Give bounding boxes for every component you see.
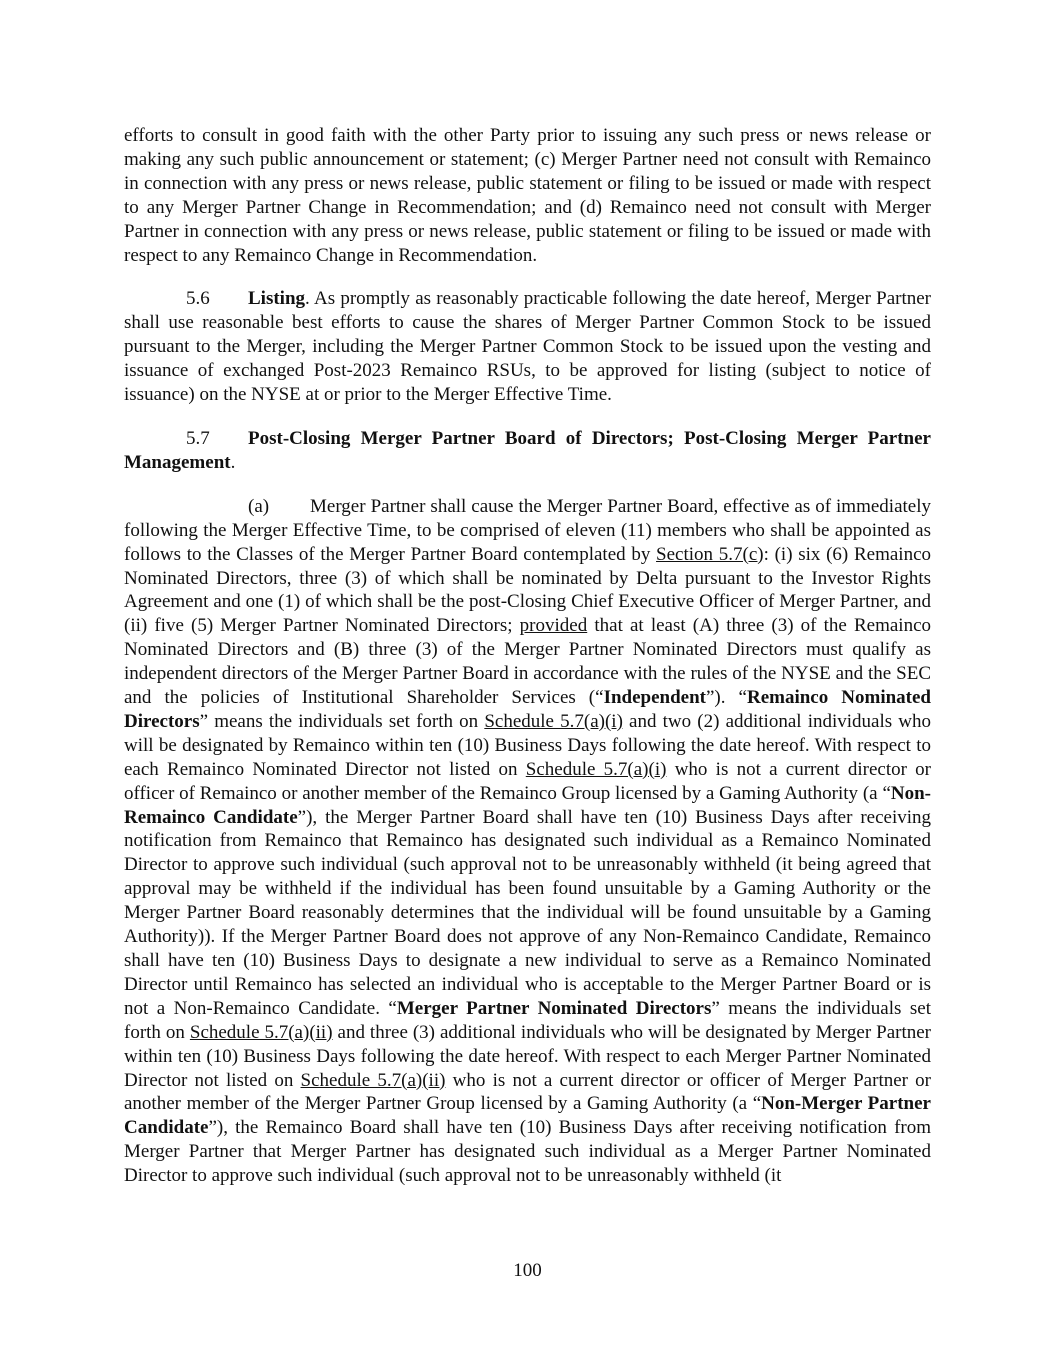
defined-term-remainco-nominated-directors: Remainco Nominated Directors: [124, 687, 932, 732]
page-number: 100: [513, 1260, 542, 1281]
schedule-reference: Schedule 5.7(a)(i): [525, 758, 667, 780]
section-number: 5.6: [186, 288, 210, 310]
schedule-reference: Schedule 5.7(a)(i): [484, 710, 623, 732]
paragraph-continued: efforts to consult in good faith with the other Party prior to issuing any such press or news release or making any such public announcement or statement; (c) Merger Partner need not consult with Remainco in connection with any press or news release, public statement or filing to be issued or made with respect to any Merger Partner Change in Recommendation; and (d) Remainco need not consult with Merger Partner in connection with any press or news release, public statement or filing to be issued or made with respect to any Remainco Change in Recommendation.: [124, 125, 931, 266]
defined-term-independent: Independent: [603, 687, 706, 709]
section-body: . As promptly as reasonably practicable following the date hereof, Merger Partner shall use reasonable best efforts to cause the shares of Merger Partner Common Stock to be issued pursuant to the Merger, including the Merger Partner Common Stock to be issued upon the vesting and issuance of exchanged Post-2023 Remainco RSUs, to be approved for listing (subject to notice of issuance) on the NYSE at or prior to the Merger Effective Time.: [124, 288, 931, 406]
schedule-reference: Schedule 5.7(a)(ii): [300, 1069, 446, 1091]
section-5-6: [124, 287, 931, 407]
document-body: [124, 124, 931, 1188]
section-5-7-heading: 5.7 Post-Closing Merger Partner Board of Directors; Post-Closing Merger Partner Management.: [124, 427, 931, 473]
defined-term-merger-partner-nominated-directors: Merger Partner Nominated Directors: [396, 997, 712, 1019]
section-number: 5.7: [186, 427, 210, 449]
subsection-label: (a): [248, 495, 270, 517]
defined-term-non-merger-partner-candidate: Non-Merger Partner Candidate: [124, 1093, 931, 1139]
schedule-reference: Schedule 5.7(a)(ii): [189, 1021, 333, 1043]
provided-term: provided: [519, 615, 588, 637]
section-reference: Section 5.7(c): [656, 543, 764, 565]
defined-term-non-remainco-candidate: Non-Remainco Candidate: [124, 782, 931, 828]
section-5-7-a: (a) Merger Partner shall cause the Merger Partner Board, effective as of immediately following the Merger Effective Time, to be comprised of eleven (11) members who shall be appointed as follows to the Classes of the Merger Partner Board contemplated by Section 5.7(c): (i) six (6) Remainco Nominated Directors, three (3) of which shall be nominated by Delta pursuant to the Investor Rights Agreement and one (1) of which shall be the post-Closing Chief Executive Officer of Merger Partner, and (ii) five (5) Merger Partner Nominated Directors; provided that at least (A) three (3) of the Remainco Nominated Directors and (B) three (3) of the Merger Partner Nominated Directors must qualify as independent directors of the Merger Partner Board in accordance with the rules of the NYSE and the SEC and the policies of Institutional Shareholder Services (“Independent”). “Remainco Nominated Directors” means the individuals set forth on Schedule 5.7(a)(i) and two (2) additional individuals who will be designated by Remainco within ten (10) Business Days following the date hereof. With respect to each Remainco Nominated Director not listed on Schedule 5.7(a)(i) who is not a current director or officer of Remainco or another member of the Remainco Group licensed by a Gaming Authority (a “Non-Remainco Candidate”), the Merger Partner Board shall have ten (10) Business Days after receiving notification from Remainco that Remainco has designated such individual as a Remainco Nominated Director to approve such individual (such approval not to be unreasonably withheld (it being agreed that approval may be withheld if the individual has been found unsuitable by a Gaming Authority or the Merger Partner Board reasonably determines that the individual will be found unsuitable by a Gaming Authority)). If the Merger Partner Board does not approve of any Non-Remainco Candidate, Remainco shall have ten (10) Business Days to designate a new individual to serve as a Remainco Nominated Director until Remainco has selected an individual who is acceptable to the Merger Partner Board or is not a Non-Remainco Candidate. “Merger Partner Nominated Directors” means the individuals set forth on Schedule 5.7(a)(ii) and three (3) additional individuals who will be designated by Merger Partner within ten (10) Business Days following the date hereof. With respect to each Merger Partner Nominated Director not listed on Schedule 5.7(a)(ii) who is not a current director or officer of Merger Partner or another member of the Merger Partner Group licensed by a Gaming Authority (a “Non-Merger Partner Candidate”), the Remainco Board shall have ten (10) Business Days after receiving notification from Merger Partner that Merger Partner has designated such individual as a Merger Partner Nominated Director to approve such individual (such approval not to be unreasonably withheld (it: [124, 495, 932, 1187]
section-title: Listing: [248, 288, 306, 310]
section-title: Post-Closing Merger Partner Board of Directors; Post-Closing Merger Partner Management: [124, 427, 931, 473]
